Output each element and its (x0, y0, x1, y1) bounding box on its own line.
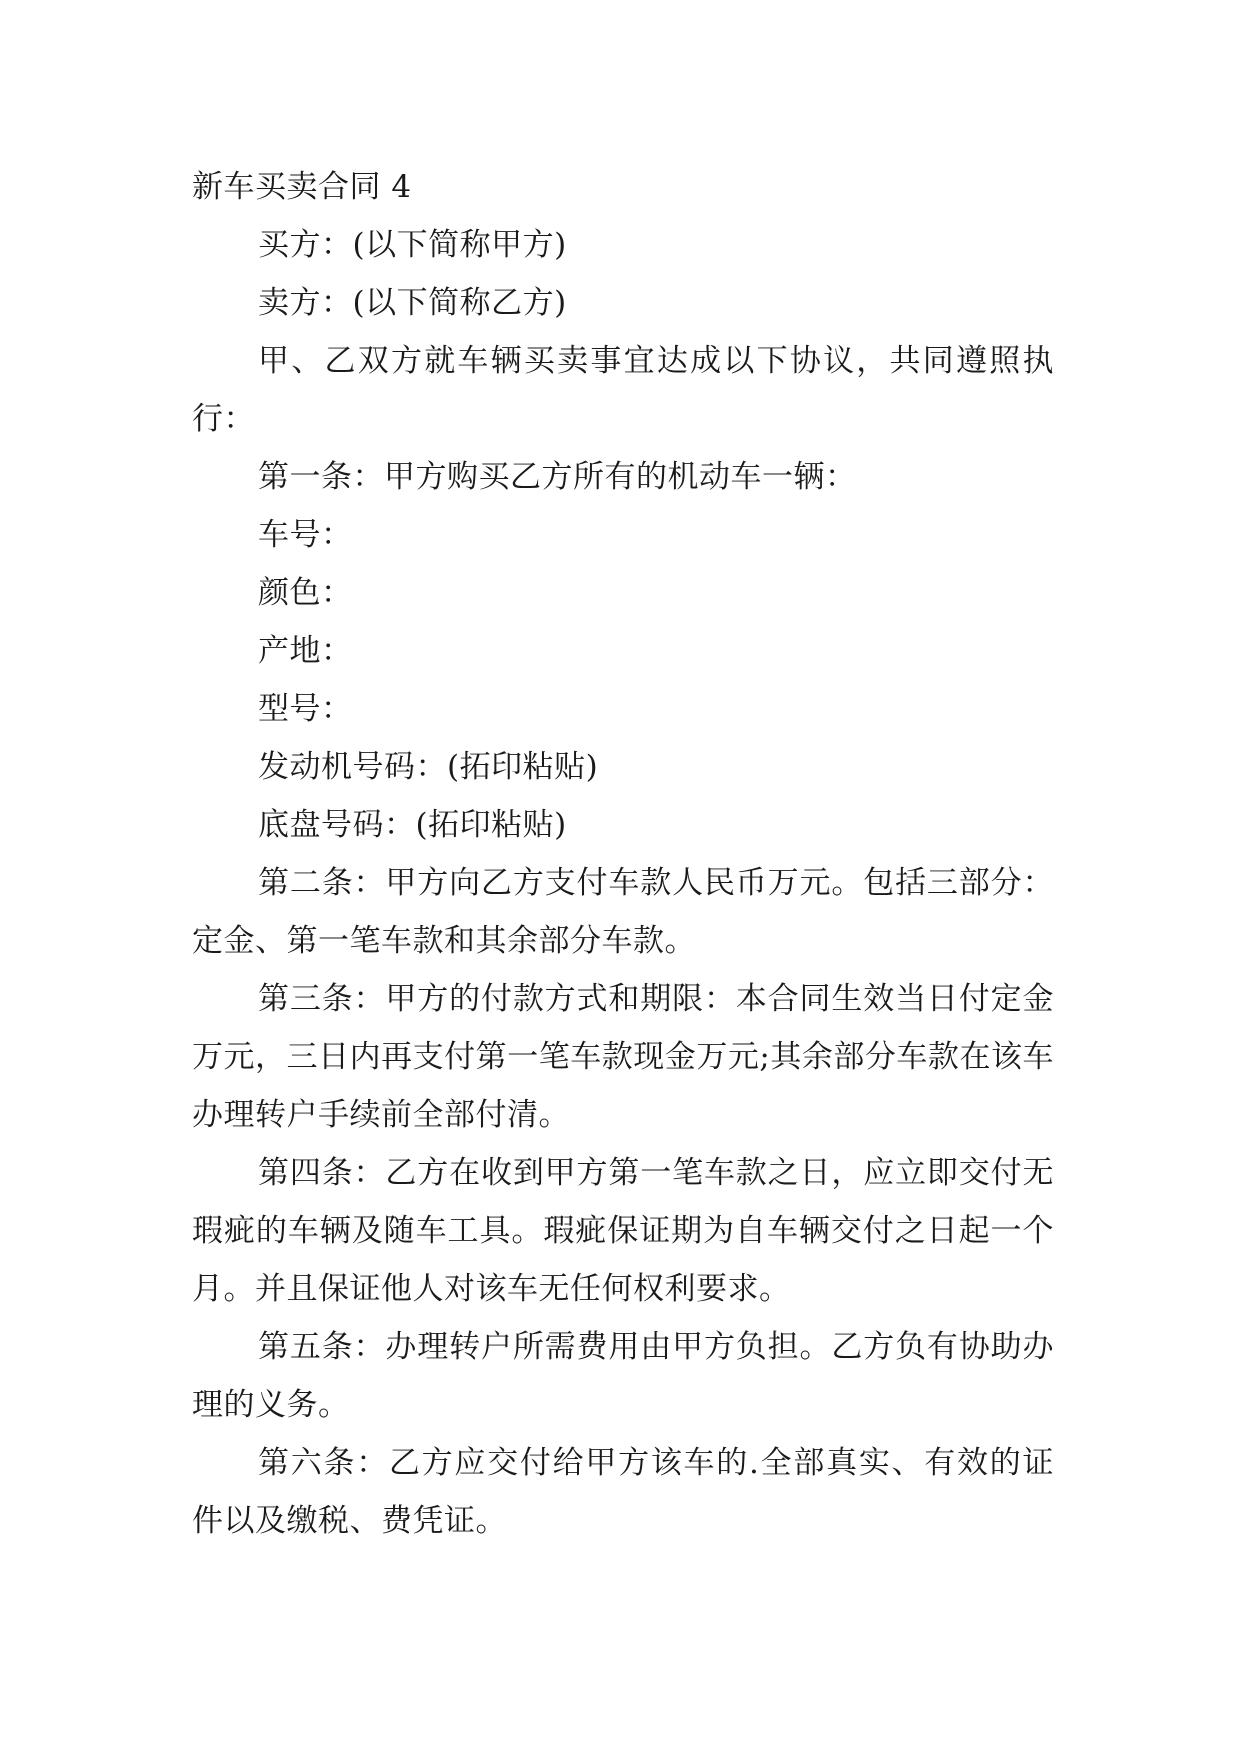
paragraph-origin: 产地： (258, 633, 353, 669)
paragraph-article-2: 第二条：甲方向乙方支付车款人民币万元。包括三部分：定金、第一笔车款和其余部分车款。 (192, 865, 1054, 959)
document-body (192, 158, 1054, 1550)
paragraph-article-4: 第四条：乙方在收到甲方第一笔车款之日，应立即交付无瑕疵的车辆及随车工具。瑕疵保证期为自车辆交付之日起一个月。并且保证他人对该车无任何权利要求。 (192, 1155, 1054, 1307)
paragraph-chassis-number: 底盘号码：(拓印粘贴) (258, 807, 567, 843)
document-title: 新车买卖合同 4 (192, 169, 412, 205)
paragraph-color: 颜色： (258, 575, 353, 611)
paragraph-model: 型号： (258, 691, 353, 727)
paragraph-buyer: 买方：(以下简称甲方) (258, 227, 567, 263)
paragraph-engine-number: 发动机号码：(拓印粘贴) (258, 749, 599, 785)
paragraph-agreement-intro: 甲、乙双方就车辆买卖事宜达成以下协议，共同遵照执行： (192, 343, 1054, 437)
paragraph-plate-number: 车号： (258, 517, 353, 553)
paragraph-article-1: 第一条：甲方购买乙方所有的机动车一辆： (258, 459, 857, 495)
paragraph-article-3: 第三条：甲方的付款方式和期限：本合同生效当日付定金万元，三日内再支付第一笔车款现金万元;其余部分车款在该车办理转户手续前全部付清。 (192, 981, 1054, 1133)
paragraph-article-6: 第六条：乙方应交付给甲方该车的.全部真实、有效的证件以及缴税、费凭证。 (192, 1445, 1054, 1539)
paragraph-seller: 卖方：(以下简称乙方) (258, 285, 567, 321)
paragraph-article-5: 第五条：办理转户所需费用由甲方负担。乙方负有协助办理的义务。 (192, 1329, 1054, 1423)
